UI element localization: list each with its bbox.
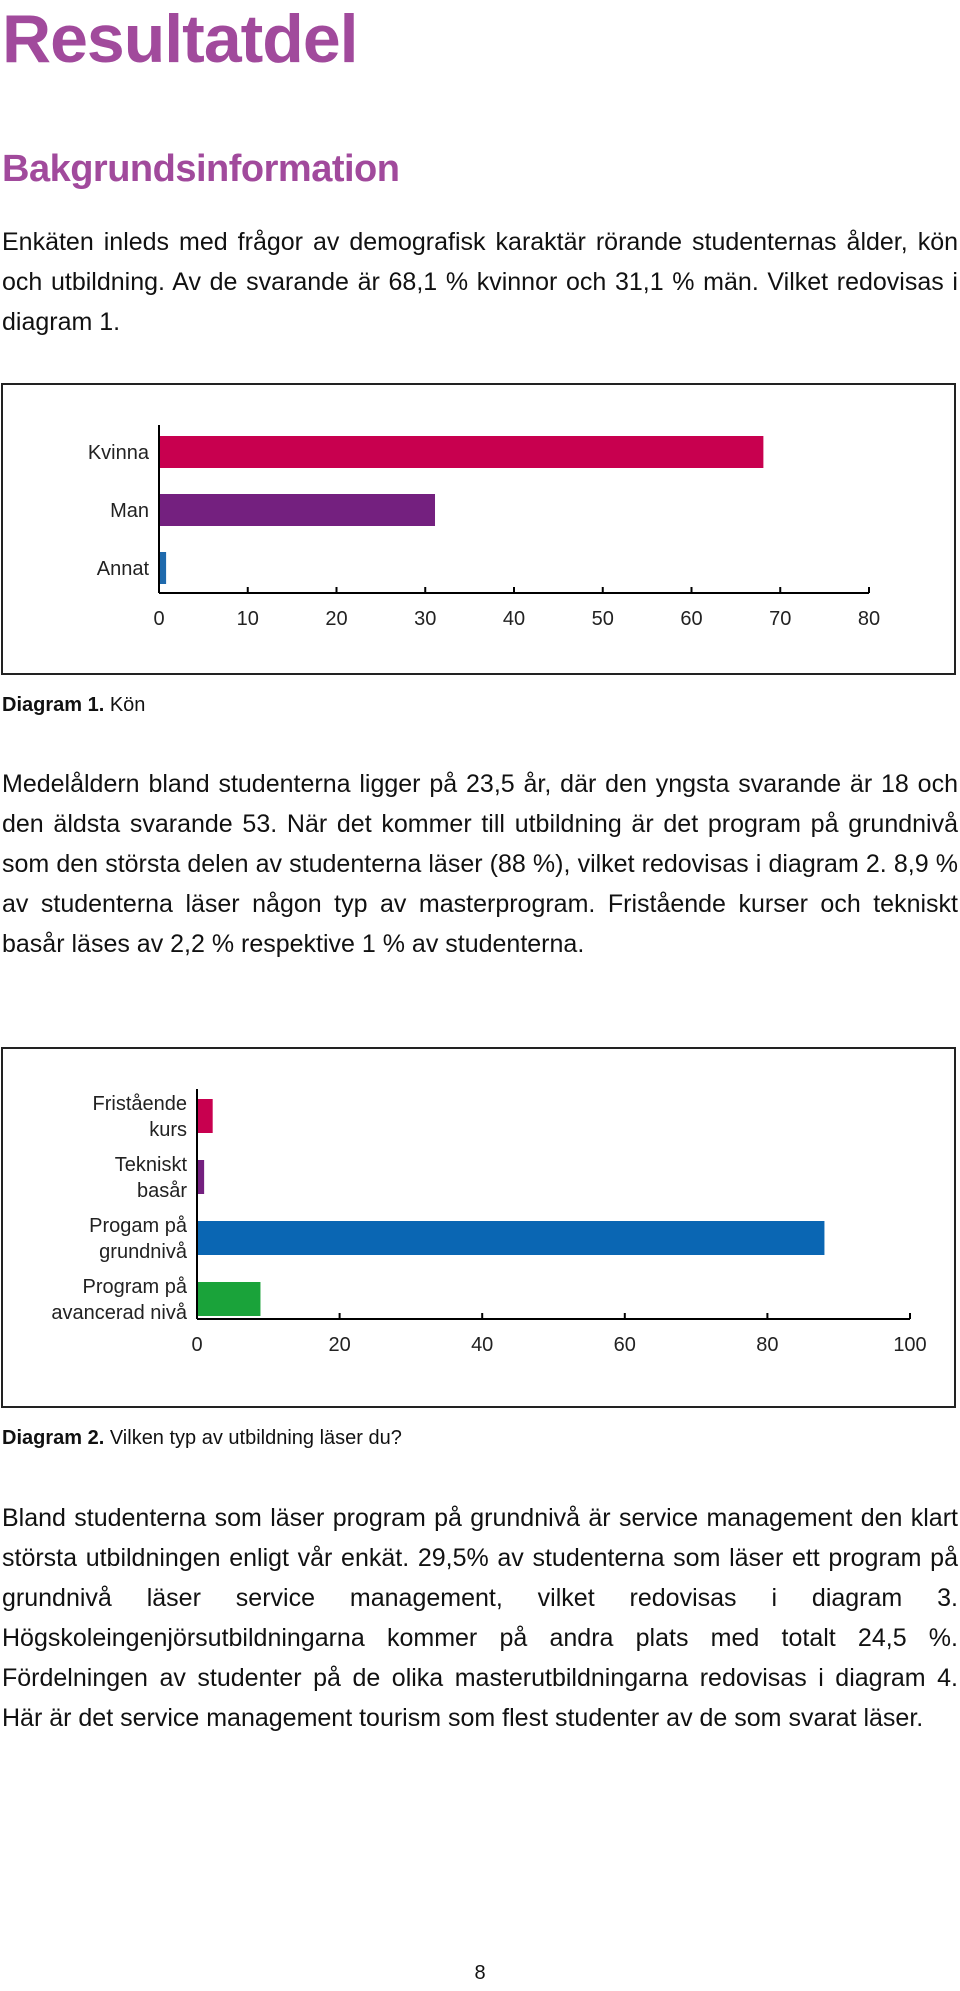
bar: [160, 552, 166, 584]
bar: [198, 1099, 213, 1133]
x-tick-label: 30: [414, 608, 437, 630]
bar: [198, 1221, 824, 1255]
paragraph-intro: Enkäten inleds med frågor av demografisk karaktär rörande studenternas ålder, kön och utbildning. Av de svarande är 68,1 % kvinnor och 31,1 % män. Vilket redovisas i diagram 1.: [2, 228, 958, 336]
x-tick-label: 40: [471, 1334, 494, 1356]
category-label-line: Kvinna: [87, 442, 149, 464]
chart-1: [3, 385, 954, 673]
category-label-line: Progam på: [89, 1215, 187, 1237]
category-label: [51, 1276, 188, 1324]
category-label: [110, 500, 149, 522]
caption-1: [2, 694, 145, 717]
category-label-line: Man: [110, 500, 149, 522]
category-label: [89, 1215, 188, 1263]
x-tick-label: 100: [893, 1334, 927, 1356]
x-tick-label: 0: [191, 1334, 203, 1356]
category-label: [93, 1093, 188, 1141]
x-tick-label: 80: [857, 608, 881, 630]
category-label: [88, 442, 150, 464]
category-label-line: basår: [136, 1180, 187, 1202]
chart-1-frame: [1, 383, 956, 675]
caption-2-label: Diagram 2.: [2, 1427, 105, 1449]
chart-2: [3, 1049, 954, 1406]
category-label: [97, 558, 150, 580]
paragraph-programs: Bland studenterna som läser program på grundnivå är service management den klart största utbildningen enligt vår enkät. 29,5% av studenterna som läser ett program på grundnivå läser service management, vilket redovisas i diagram 3. Högskoleingenjörsutbildningarna kommer på andra plats med totalt 24,5 %. Fördelningen av studenter på de olika masterutbildningarna redovisas i diagram 4. Här är det service management tourism som flest studenter av de som svarat läser.: [2, 1504, 958, 1732]
bar: [198, 1160, 204, 1194]
caption-2: [2, 1427, 402, 1450]
caption-1-text: Kön: [104, 694, 146, 716]
page-title: Resultatdel: [2, 1, 358, 77]
category-label-line: Tekniskt: [114, 1154, 187, 1176]
category-label-line: kurs: [149, 1119, 187, 1141]
bar: [160, 494, 435, 526]
category-label-line: Program på: [82, 1276, 187, 1298]
x-tick-label: 10: [236, 608, 259, 630]
category-label: [115, 1154, 188, 1202]
category-label-line: Fristående: [92, 1093, 187, 1115]
x-tick-label: 60: [680, 608, 703, 630]
caption-2-text: Vilken typ av utbildning läser du?: [104, 1427, 402, 1449]
x-tick-label: 40: [502, 608, 526, 630]
x-tick-label: 80: [756, 1334, 779, 1356]
paragraph-education: Medelåldern bland studenterna ligger på 23,5 år, där den yngsta svarande är 18 och den äldsta svarande 53. När det kommer till utbildning är det program på grundnivå som den största delen av studenterna läser (88 %), vilket redovisas i diagram 2. 8,9 % av studenterna läser någon typ av masterprogram. Fristående kurser och tekniskt basår läses av 2,2 % respektive 1 % av studenterna.: [2, 770, 958, 958]
bar: [198, 1282, 260, 1316]
x-tick-label: 50: [591, 608, 614, 630]
bar: [160, 436, 763, 468]
caption-1-label: Diagram 1.: [2, 694, 105, 716]
x-tick-label: 70: [769, 608, 792, 630]
page-number: 8: [474, 1962, 486, 1984]
category-label-line: avancerad nivå: [51, 1302, 187, 1324]
x-tick-label: 0: [153, 608, 165, 630]
category-label-line: grundnivå: [99, 1241, 187, 1263]
category-label-line: Annat: [96, 558, 149, 580]
chart-2-frame: [1, 1047, 956, 1408]
x-tick-label: 20: [325, 608, 348, 630]
x-tick-label: 20: [328, 1334, 351, 1356]
x-tick-label: 60: [613, 1334, 636, 1356]
section-title: Bakgrundsinformation: [2, 148, 400, 190]
